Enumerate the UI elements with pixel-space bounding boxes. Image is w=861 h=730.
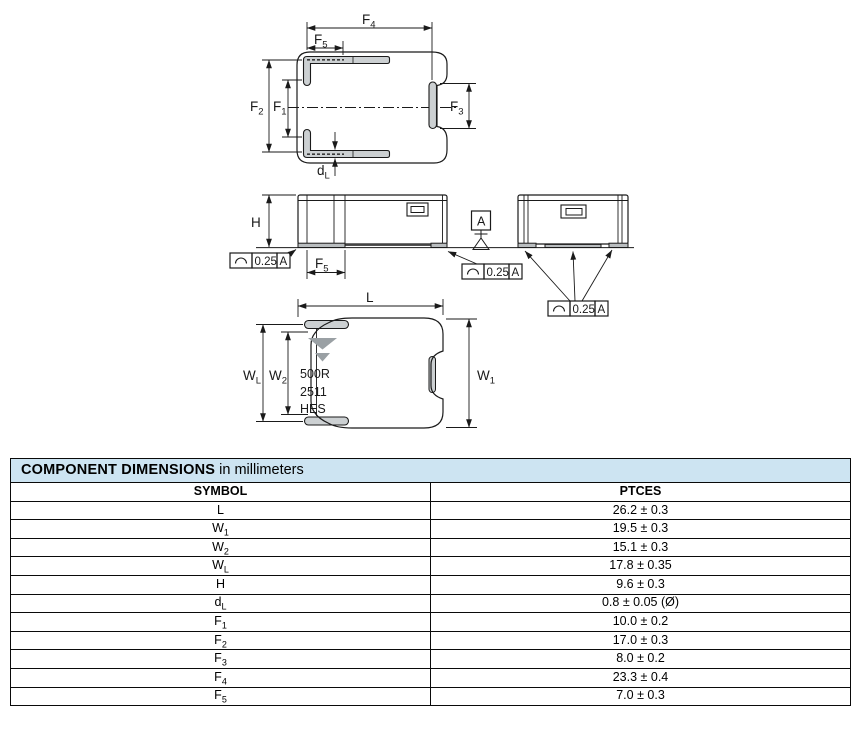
value-cell: 19.5 ± 0.3 xyxy=(431,520,851,539)
lead-right xyxy=(429,82,437,129)
column-header-ptces: PTCES xyxy=(431,483,851,502)
symbol-cell: $F_3$ xyxy=(11,650,431,669)
dim-label-f3: $F_3$ xyxy=(450,99,464,118)
dim-label-l: L xyxy=(366,290,374,305)
value-cell: 15.1 ± 0.3 xyxy=(431,538,851,557)
foot-left xyxy=(298,243,345,247)
svg-text:A: A xyxy=(597,303,606,316)
dim-label-w2: $W_2$ xyxy=(269,368,288,387)
table-row xyxy=(11,557,851,576)
table-row xyxy=(11,668,851,687)
profile-symbol xyxy=(236,258,247,264)
svg-text:A: A xyxy=(511,266,520,279)
value-cell: 10.0 ± 0.2 xyxy=(431,613,851,632)
tolerance-frame-left xyxy=(230,250,296,269)
symbol-cell: $F_4$ xyxy=(11,668,431,687)
component-dimensions-table xyxy=(10,458,851,706)
datum-a-symbol xyxy=(472,211,491,250)
table-row xyxy=(11,538,851,557)
table-header-row xyxy=(11,483,851,502)
tolerance-frame-middle xyxy=(448,252,522,280)
component-marking xyxy=(300,367,330,416)
side-view-right xyxy=(518,195,628,248)
symbol-cell: H xyxy=(11,575,431,594)
dim-label-f1: $F_1$ xyxy=(273,99,287,118)
value-cell: 17.0 ± 0.3 xyxy=(431,631,851,650)
svg-text:0.25: 0.25 xyxy=(254,255,277,268)
table-row xyxy=(11,687,851,706)
table-title xyxy=(11,459,851,483)
table-row xyxy=(11,575,851,594)
value-cell: 26.2 ± 0.3 xyxy=(431,501,851,520)
symbol-cell: $d_L$ xyxy=(11,594,431,613)
table-title-suffix: in millimeters xyxy=(215,461,304,478)
svg-text:0.25: 0.25 xyxy=(572,303,595,316)
symbol-cell: $W_2$ xyxy=(11,538,431,557)
svg-text:2511: 2511 xyxy=(300,385,327,399)
component-front-outline xyxy=(311,318,443,428)
dim-label-dl: $d_L$ xyxy=(317,163,330,182)
dim-label-w1: $W_1$ xyxy=(477,368,496,387)
value-cell: 0.8 ± 0.05 (Ø) xyxy=(431,594,851,613)
value-cell: 7.0 ± 0.3 xyxy=(431,687,851,706)
marking-slot xyxy=(407,203,428,216)
symbol-cell: $F_2$ xyxy=(11,631,431,650)
symbol-cell: L xyxy=(11,501,431,520)
table-row xyxy=(11,650,851,669)
table-title-row xyxy=(11,459,851,483)
value-cell: 23.3 ± 0.4 xyxy=(431,668,851,687)
value-cell: 9.6 ± 0.3 xyxy=(431,575,851,594)
value-cell: 8.0 ± 0.2 xyxy=(431,650,851,669)
symbol-cell: $W_L$ xyxy=(11,557,431,576)
foot-a xyxy=(518,243,536,247)
front-view-drawing xyxy=(243,290,495,428)
symbol-cell: $F_5$ xyxy=(11,687,431,706)
table-row xyxy=(11,520,851,539)
table-row xyxy=(11,594,851,613)
profile-symbol xyxy=(468,269,479,275)
tolerance-frame-right xyxy=(525,250,612,316)
table-row xyxy=(11,501,851,520)
dim-label-h: H xyxy=(251,215,261,230)
dim-label-f4: $F_4$ xyxy=(362,12,376,31)
symbol-cell: $W_1$ xyxy=(11,520,431,539)
svg-text:HES: HES xyxy=(300,402,326,416)
value-cell: 17.8 ± 0.35 xyxy=(431,557,851,576)
column-header-symbol: SYMBOL xyxy=(11,483,431,502)
datum-a-letter: A xyxy=(477,214,486,229)
dim-label-f5-side: $F_5$ xyxy=(315,256,329,275)
table-row xyxy=(11,631,851,650)
dim-label-f5: $F_5$ xyxy=(314,32,328,51)
lead-top xyxy=(304,57,390,86)
foot-c xyxy=(609,243,628,247)
table-title-text: COMPONENT DIMENSIONS xyxy=(21,461,216,478)
svg-text:500R: 500R xyxy=(300,367,330,381)
dim-label-wl: $W_L$ xyxy=(243,368,262,387)
svg-text:0.25: 0.25 xyxy=(486,266,509,279)
profile-symbol xyxy=(554,306,565,312)
lead-bottom xyxy=(304,130,390,158)
foot-right xyxy=(431,243,447,247)
symbol-cell: $F_1$ xyxy=(11,613,431,632)
top-view-drawing xyxy=(250,12,476,182)
table-row xyxy=(11,613,851,632)
svg-text:A: A xyxy=(279,255,288,268)
foot-b xyxy=(545,244,601,247)
dim-label-f2: $F_2$ xyxy=(250,99,264,118)
